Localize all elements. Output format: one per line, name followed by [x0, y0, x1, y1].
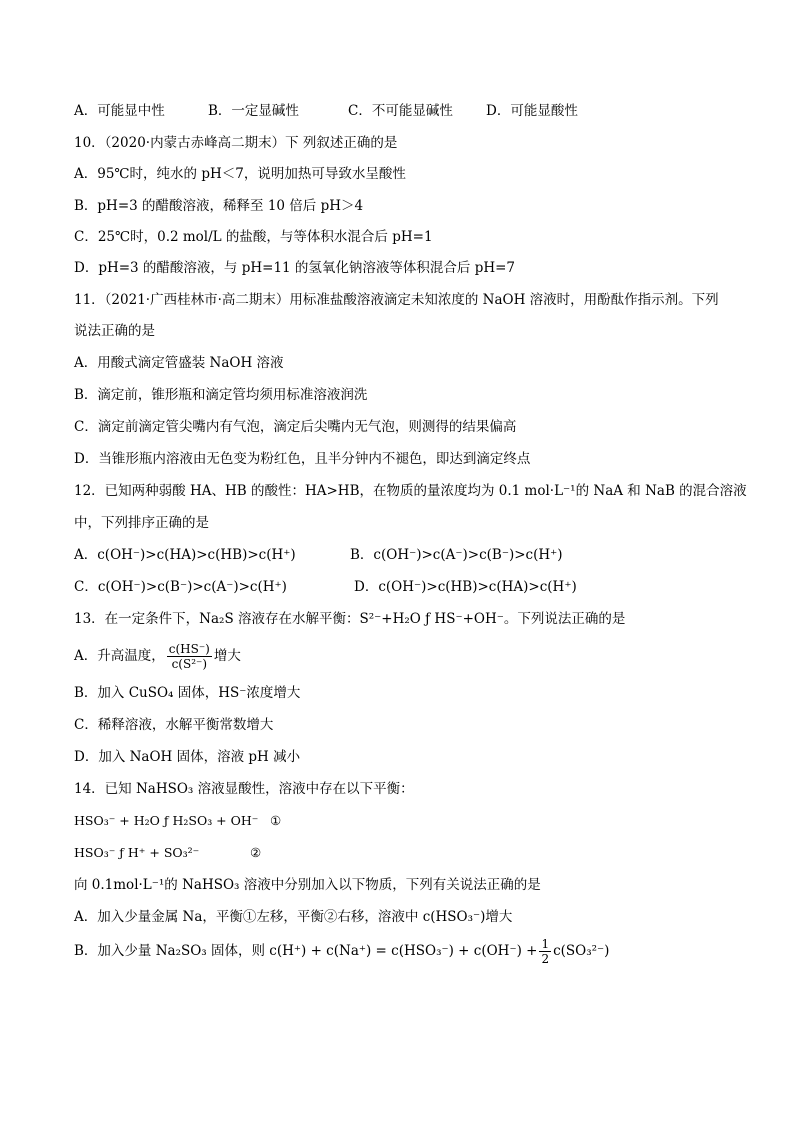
q10-option-a[interactable]: A．95℃时，纯水的 pH＜7，说明加热可导致水呈酸性 [74, 166, 406, 182]
q14-stem: 14．已知 NaHSO₃ 溶液显酸性，溶液中存在以下平衡： [74, 781, 414, 797]
q11-option-a[interactable]: A．用酸式滴定管盛装 NaOH 溶液 [74, 355, 284, 371]
q12-option-c[interactable]: C．c(OH⁻)>c(B⁻)>c(A⁻)>c(H⁺) [74, 579, 287, 595]
q14-option-a[interactable]: A．加入少量金属 Na，平衡①左移，平衡②右移，溶液中 c(HSO₃⁻)增大 [74, 909, 513, 925]
q13-option-a-prefix: A．升高温度， [74, 648, 165, 664]
q14-option-b-prefix: B．加入少量 Na₂SO₃ 固体，则 c(H⁺) + c(Na⁺) = c(HSO₃⁻) + c(OH⁻) + [74, 943, 538, 959]
q13-option-a[interactable] [74, 640, 241, 672]
q14-option-b-denominator: 2 [541, 952, 550, 966]
q13-option-b[interactable]: B．加入 CuSO₄ 固体，HS⁻浓度增大 [74, 685, 301, 701]
q11-option-b[interactable]: B．滴定前，锥形瓶和滴定管均须用标准溶液润洗 [74, 387, 368, 403]
q11-option-d[interactable]: D．当锥形瓶内溶液由无色变为粉红色，且半分钟内不褪色，即达到滴定终点 [74, 451, 531, 467]
q12-option-a[interactable]: A．c(OH⁻)>c(HA)>c(HB)>c(H⁺) [74, 547, 296, 563]
q13-option-d[interactable]: D．加入 NaOH 固体，溶液 pH 减小 [74, 749, 301, 765]
q9-option-d[interactable]: D．可能显酸性 [486, 103, 578, 119]
q14-option-b-numerator: 1 [541, 937, 550, 951]
q14-equation-1-mark: ① [270, 813, 282, 828]
q13-option-a-denominator: c(S²⁻) [171, 657, 208, 671]
q13-stem: 13．在一定条件下，Na₂S 溶液存在水解平衡：S²⁻+H₂O ƒ HS⁻+OH⁻。下列说法正确的是 [74, 611, 626, 627]
q10-option-d[interactable]: D．pH=3 的醋酸溶液，与 pH=11 的氢氧化钠溶液等体积混合后 pH=7 [74, 260, 516, 276]
q13-option-a-fraction [167, 642, 212, 671]
q13-option-a-numerator: c(HS⁻) [168, 642, 210, 656]
q14-equation-2: HSO₃⁻ ƒ H⁺ + SO₃²⁻ [74, 845, 200, 860]
q12-stem-line1: 12．已知两种弱酸 HA、HB 的酸性：HA>HB，在物质的量浓度均为 0.1 mol·L⁻¹的 NaA 和 NaB 的混合溶液 [74, 483, 747, 499]
q14-stem-2: 向 0.1mol·L⁻¹的 NaHSO₃ 溶液中分别加入以下物质，下列有关说法正确的是 [74, 877, 541, 893]
q14-option-b[interactable] [74, 935, 609, 967]
q10-stem: 10．（2020·内蒙古赤峰高二期末）下 列叙述正确的是 [74, 135, 398, 151]
q9-option-a[interactable]: A．可能显中性 [74, 103, 165, 119]
q14-option-b-suffix: c(SO₃²⁻) [553, 943, 610, 959]
q9-option-b[interactable]: B．一定显碱性 [208, 103, 299, 119]
q11-option-c[interactable]: C．滴定前滴定管尖嘴内有气泡，滴定后尖嘴内无气泡，则测得的结果偏高 [74, 419, 517, 435]
q13-option-c[interactable]: C．稀释溶液，水解平衡常数增大 [74, 717, 274, 733]
q13-option-a-suffix: 增大 [213, 648, 241, 664]
q14-equation-2-mark: ② [250, 845, 262, 860]
q14-option-b-fraction [539, 937, 551, 966]
q14-equation-1: HSO₃⁻ + H₂O ƒ H₂SO₃ + OH⁻ [74, 813, 259, 828]
q11-stem-line1: 11．（2021·广西桂林市·高二期末）用标准盐酸溶液滴定未知浓度的 NaOH 溶液时，用酚酞作指示剂。下列 [74, 292, 719, 308]
q12-option-b[interactable]: B．c(OH⁻)>c(A⁻)>c(B⁻)>c(H⁺) [350, 547, 563, 563]
q9-option-c[interactable]: C．不可能显碱性 [348, 103, 453, 119]
q12-option-d[interactable]: D．c(OH⁻)>c(HB)>c(HA)>c(H⁺) [354, 579, 577, 595]
q10-option-b[interactable]: B．pH=3 的醋酸溶液，稀释至 10 倍后 pH＞4 [74, 198, 364, 214]
q11-stem-line2: 说法正确的是 [74, 323, 155, 339]
q10-option-c[interactable]: C．25℃时，0.2 mol/L 的盐酸，与等体积水混合后 pH=1 [74, 229, 433, 245]
q12-stem-line2: 中，下列排序正确的是 [74, 515, 209, 531]
